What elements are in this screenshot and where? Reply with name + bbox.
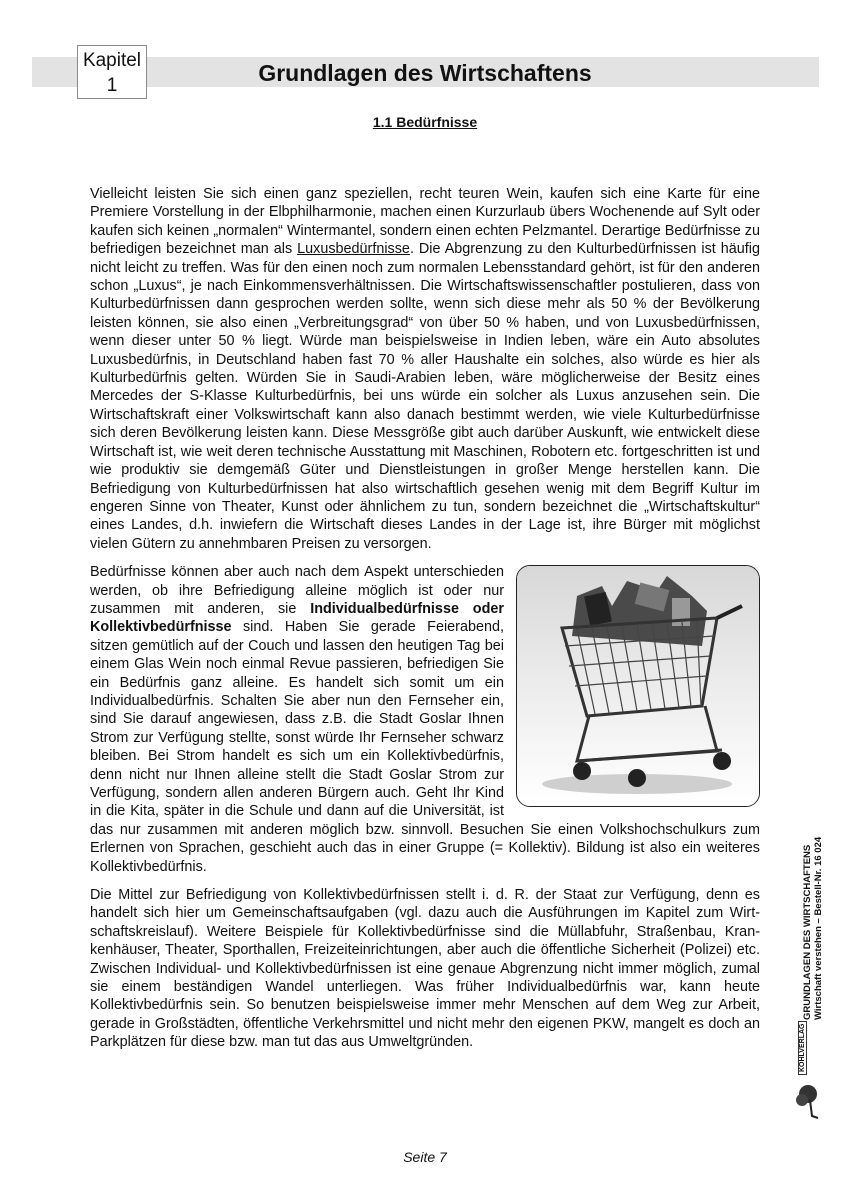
- paragraph-text: sind. Haben Sie gerade Feierabend, sitzen gemütlich auf der Couch und lassen den heutigen Tag bei einem Glas Wein noch einmal Revue passieren, befriedigen Sie ein Bedürfnis ganz alleine. Es handelt sich somit um ein Individualbedürfnis. Schalten Sie aber nun den Fernseher ein, sind Sie darauf angewiesen, dass z.B. die Stadt Goslar Ihnen Strom zur Verfügung stellte, sonst würde Ihr Fernseher schwarz bleiben. Bei Strom handelt es sich um ein Kollektivbedürfnis, denn nicht nur Ihnen alleine stellt die Stadt Goslar Strom zur Verfügung, sondern allen anderen Bürgern auch. Geht Ihr Kind in die Kita, später in die Schule und dann auf die Universität, ist das nur zusammen mit anderen möglich bzw. sinnvoll. Besuchen Sie einen Volkshochschulkurs zum Erlernen von Sprachen, geschieht auch das in einer Gruppe (= Kollektiv). Bildung ist also ein weiteres Kollektivbedürfnis.: [90, 619, 760, 875]
- page-title: Grundlagen des Wirtschaftens: [258, 60, 592, 86]
- page-number: Seite 7: [403, 1149, 447, 1165]
- term-individual-collective-needs: Individualbedürfnisse oder Kollektivbedürfnisse: [90, 600, 504, 636]
- body-text: [90, 185, 760, 1062]
- sidebar-series-title: GRUNDLAGEN DES WIRTSCHAFTENS: [802, 844, 813, 1020]
- paragraph-text: . Die Abgrenzung zu den Kulturbedürfnissen ist häufig nicht leicht zu treffen. Was für den einen noch zum normalen Lebensstandard gehört, ist für den anderen schon „Luxus“, je nach Einkommensverhältnissen. Die Wirtschaftswissenschaftler postulieren, dass von Kulturbedürfnissen dann gesprochen werden sollte, wenn sich diese mehr als 50 % der Bevölkerung leisten können, sie also einen „Verbreitungsgrad“ von über 50 % haben, und von Luxusbedürfnissen, wenn dieser unter 50 % liegt. Würde man beispielsweise in Indien leben, wäre ein Auto absolutes Luxusbedürfnis, in Deutschland haben fast 70 % aller Haushalte ein solches, also würde es hier als Kulturbedürfnis gelten. Würden Sie in Saudi-Arabien leben, wäre möglicherweise der Besitz eines Mercedes der S-Klasse Kulturbedürfnis, bei uns würde ein solcher als Luxus anzusehen sein. Die Wirtschaftskraft einer Volkswirtschaft kann also danach bestimmt werden, wie viele Kulturbedürfnisse sich deren Bevölkerung leisten kann. Diese Messgröße gibt auch darüber Auskunft, wie entwickelt diese Wirtschaft ist, wie weit deren technische Ausstattung mit Maschinen, Robotern etc. fortgeschritten ist und wie produktiv sie demgemäß Güter und Dienstleistungen in großer Menge herstellen kann. Die Befriedigung von Kulturbedürfnissen hat also wirtschaftlich gesehen wenig mit dem Begriff Kultur im engeren Sinne von Theater, Kunst oder ähnlichem zu tun, sondern bezeichnet die „Wirtschaftskultur“ eines Landes, d.h. inwiefern die Wirtschaft dieses Landes in der Lage ist, ihre Bürger mit möglichst vielen Gütern zu annehmbaren Preisen zu versorgen.: [90, 241, 760, 552]
- chapter-box: [77, 45, 147, 99]
- publisher-name: KOHLVERLAG: [798, 1021, 807, 1075]
- sidebar-imprint: [792, 820, 832, 1120]
- paragraph-luxury: [90, 185, 760, 553]
- section-title: 1.1 Bedürfnisse: [372, 114, 478, 130]
- paragraph-collective-means: Die Mittel zur Befriedigung von Kollektivbedürfnissen stellt i. d. R. der Staat zur Verfügung, denn es handelt sich hier um Gemeinschaftsaufgaben (vgl. dazu auch die Ausführungen im Kapitel zum Wirtschaftskreislauf). Weitere Beispiele für Kollektivbedürfnisse sind die Müllabfuhr, Straßenbau, Krankenhäuser, Theater, Sporthallen, Freizeiteinrichtungen, aber auch die öffentliche Sicherheit (Polizei) etc. Zwischen Individual- und Kollektivbedürfnissen ist eine genaue Abgrenzung nicht immer möglich, zumal sie einem beständigen Wandel unterliegen. Was früher Individualbedürfnis war, kann heute Kollektivbedürfnis sein. So benutzen beispielsweise immer mehr Menschen auf dem Weg zur Arbeit, gerade in Großstädten, öffentliche Verkehrsmittel und nicht mehr den eigenen PKW, mangelt es doch an Parkplätzen für diese bzw. man tut das aus Umweltgründen.: [90, 887, 760, 1051]
- paragraph-text: Vielleicht leisten Sie sich einen ganz speziellen, recht teuren Wein, kaufen sich eine Karte für eine Premiere Vorstellung in der Elbphilharmonie, machen einen Kurzurlaub übers Wochenende auf Sylt oder kaufen sich keinen „normalen“ Wintermantel, sondern einen echten Pelzmantel. Derartige Bedürfnisse zu befriedigen bezeichnet man als: [90, 186, 760, 258]
- paragraph-text: Bedürfnisse können aber auch nach dem Aspekt unterschieden werden, ob ihre Befriedigung alleine möglich ist oder nur zusammen mit anderen, sie: [90, 564, 504, 617]
- chapter-word: Kapitel: [82, 50, 142, 71]
- chapter-number: 1: [106, 75, 118, 96]
- sidebar-series-text: [802, 837, 824, 1020]
- sidebar-order-number: Wirtschaft verstehen – Bestell-Nr. 16 024: [813, 836, 824, 1020]
- publisher-logo-icon: [794, 1082, 824, 1120]
- paragraph-individual-collective: [90, 563, 760, 876]
- shopping-cart-image: [516, 565, 760, 807]
- term-luxury-needs: Luxusbedürfnisse: [297, 241, 410, 258]
